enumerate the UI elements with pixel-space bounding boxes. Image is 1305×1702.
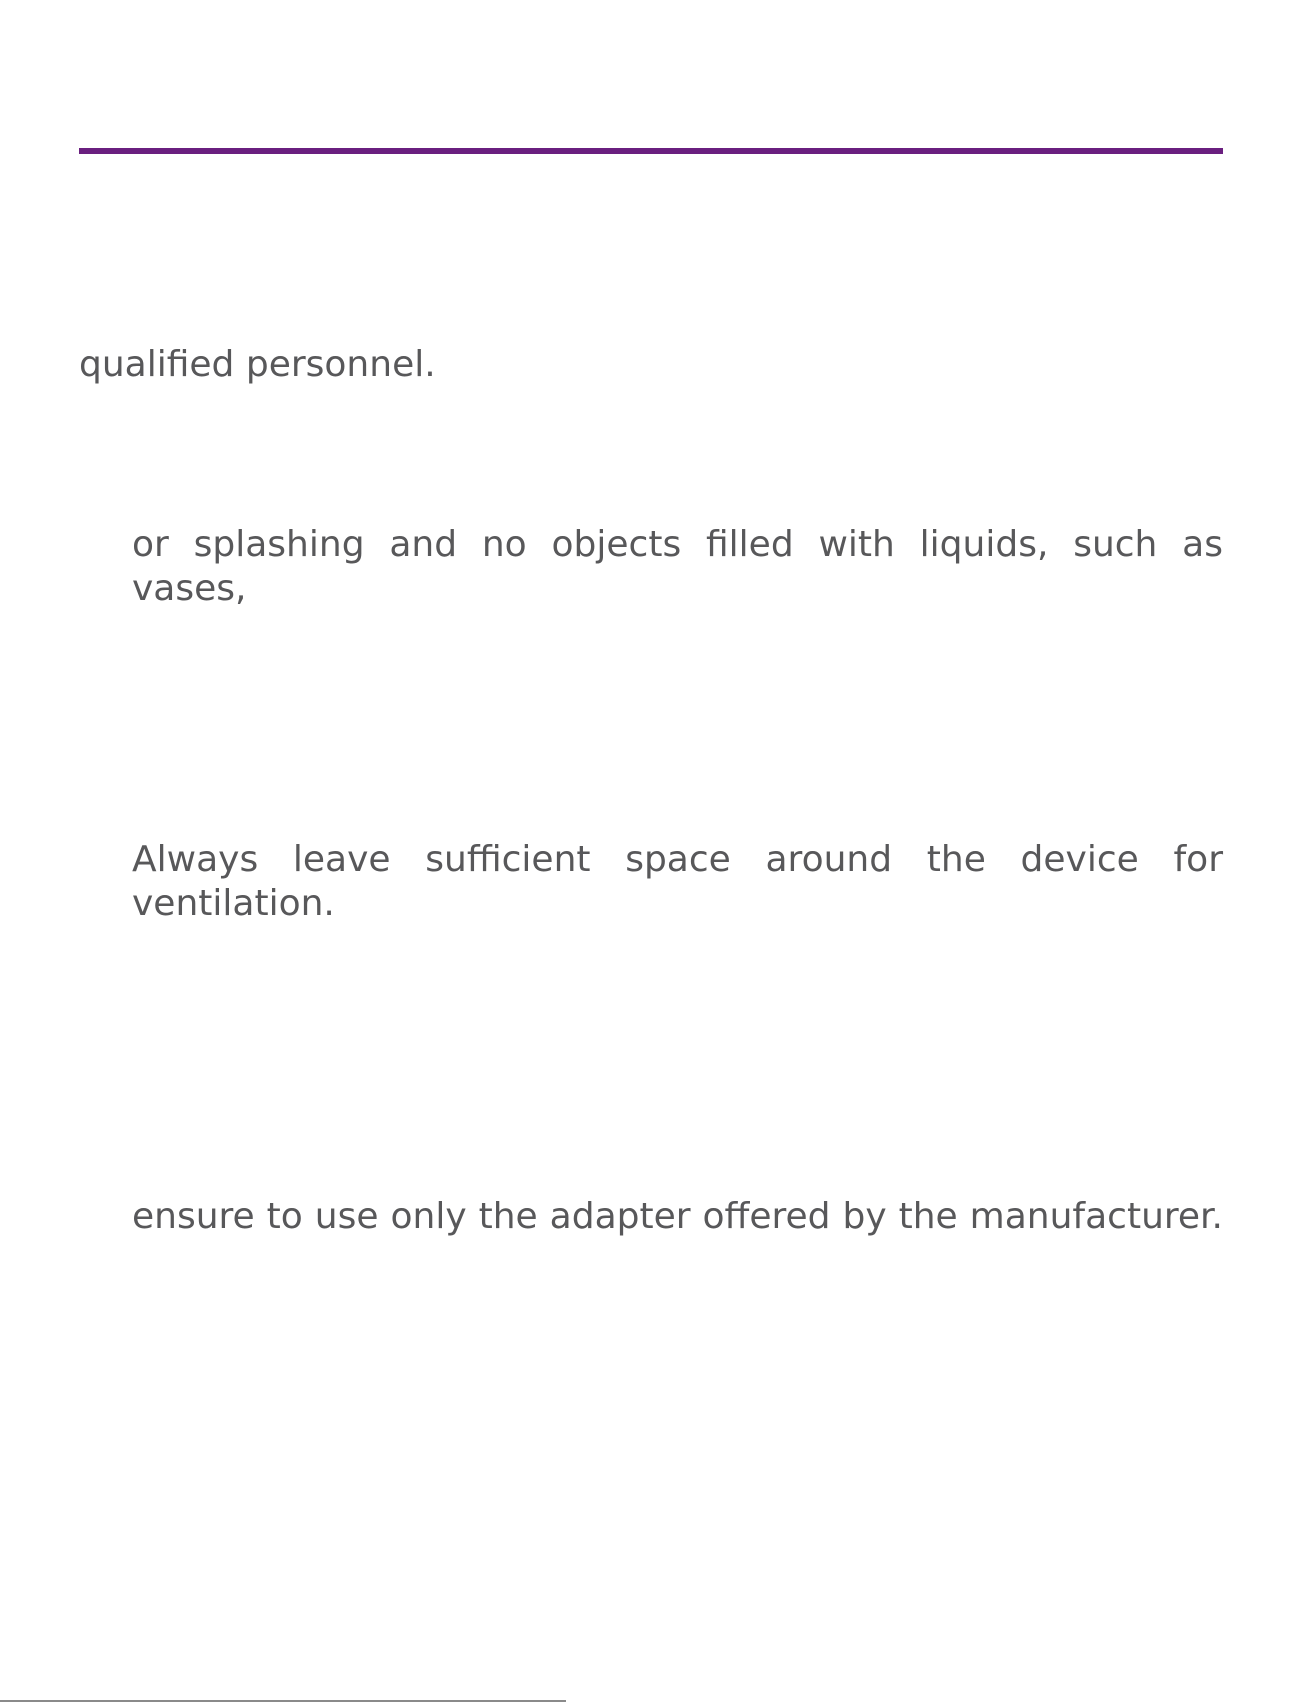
text-line-adapter: ensure to use only the adapter offered by the manufacturer.: [132, 1196, 1223, 1237]
text-line-liquids-warning: or splashing and no objects filled with liquids, such as vases,: [132, 524, 1223, 609]
text-line-ventilation: Always leave sufficient space around the device for ventilation.: [132, 839, 1223, 924]
text-line-qualified-personnel: qualified personnel.: [79, 344, 436, 385]
header-divider: [79, 148, 1223, 154]
